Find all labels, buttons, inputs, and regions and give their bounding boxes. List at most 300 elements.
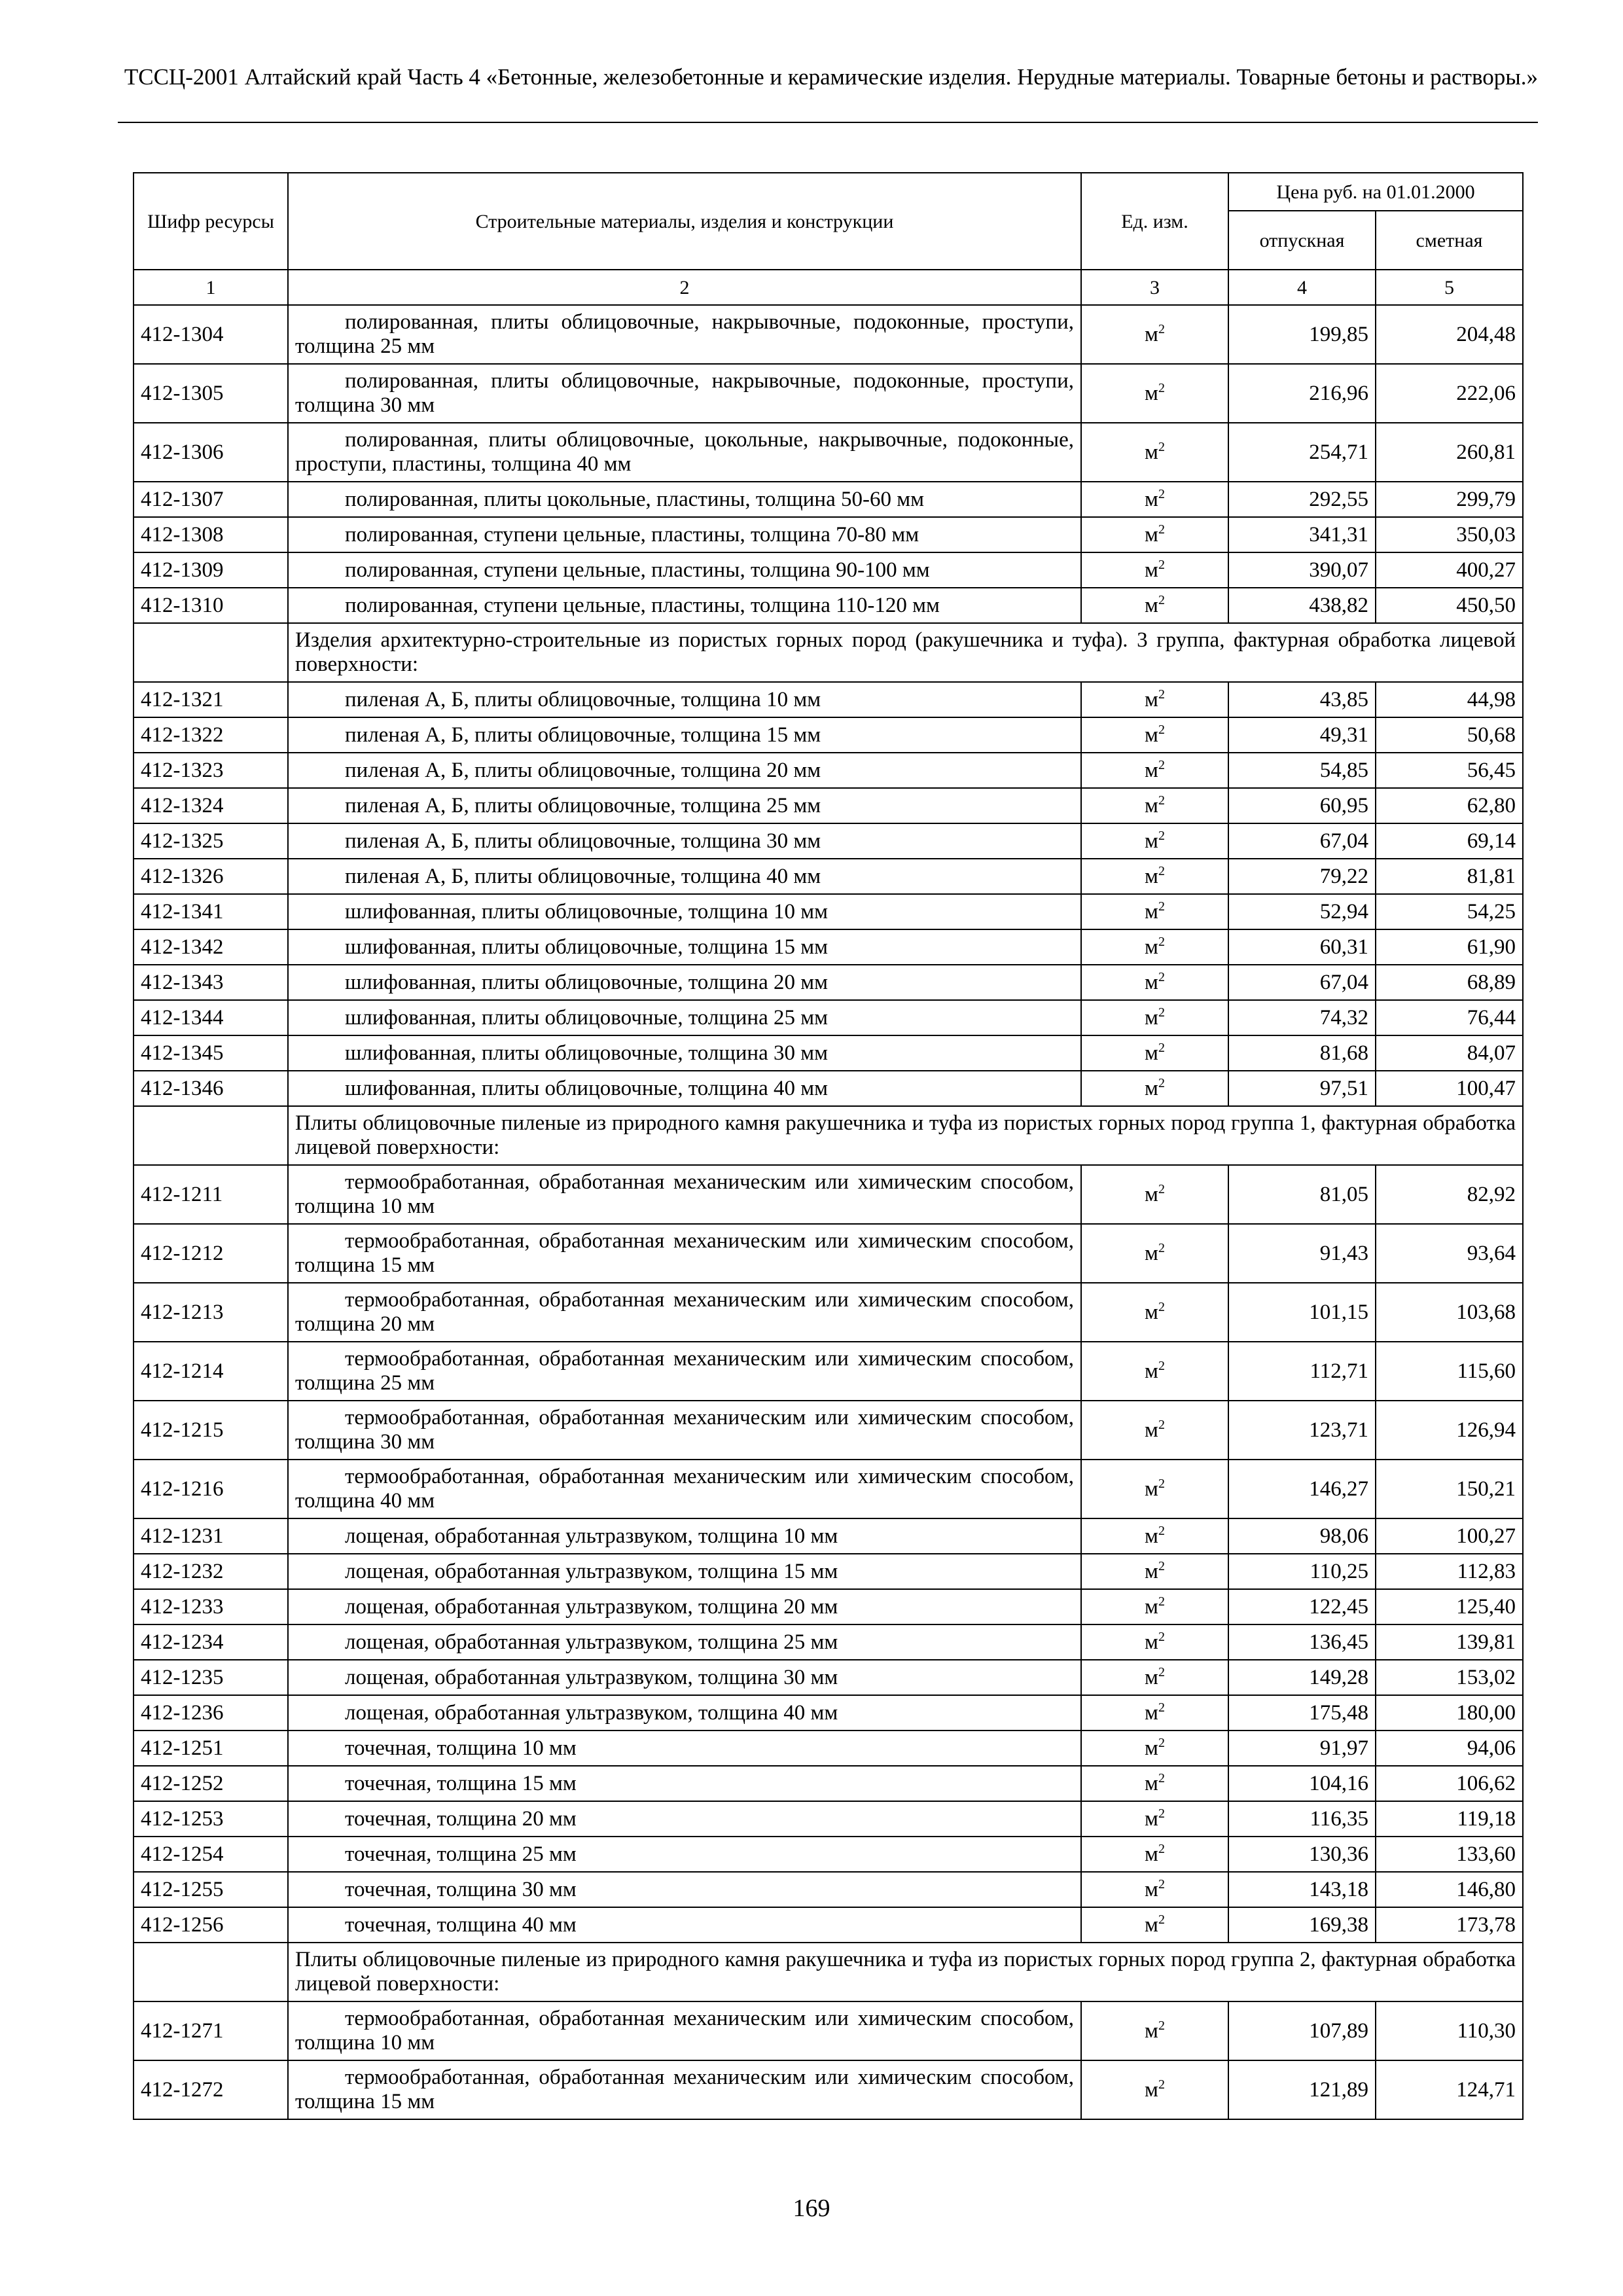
unit-exponent: 2 — [1158, 1558, 1165, 1573]
unit-exponent: 2 — [1158, 757, 1165, 772]
price-release: 122,45 — [1228, 1589, 1376, 1624]
page-number: 169 — [793, 2195, 830, 2222]
unit-label: м — [1145, 1241, 1158, 1265]
table-row — [134, 1766, 1523, 1801]
unit-label: м — [1145, 1418, 1158, 1442]
table-row — [134, 364, 1523, 423]
price-estimate: 110,30 — [1376, 2001, 1523, 2060]
price-release: 60,31 — [1228, 929, 1376, 965]
price-estimate: 146,80 — [1376, 1872, 1523, 1907]
unit-label: м — [1145, 829, 1158, 853]
price-estimate: 84,07 — [1376, 1035, 1523, 1071]
unit-exponent: 2 — [1158, 1806, 1165, 1821]
price-release: 121,89 — [1228, 2060, 1376, 2119]
price-estimate: 153,02 — [1376, 1660, 1523, 1695]
material-name: точечная, толщина 20 мм — [288, 1801, 1081, 1837]
table-row — [134, 1071, 1523, 1106]
price-estimate: 204,48 — [1376, 305, 1523, 364]
header-price-group: Цена руб. на 01.01.2000 — [1228, 173, 1523, 211]
column-number: 3 — [1081, 270, 1228, 305]
unit-label: м — [1145, 1524, 1158, 1548]
unit-cell — [1081, 552, 1228, 588]
material-name: термообработанная, обработанная механическим или химическим способом, толщина 10 мм — [288, 2001, 1081, 2060]
price-estimate: 56,45 — [1376, 753, 1523, 788]
unit-exponent: 2 — [1158, 1523, 1165, 1538]
unit-exponent: 2 — [1158, 2018, 1165, 2033]
section-code-cell — [134, 1943, 288, 2001]
price-release: 81,05 — [1228, 1165, 1376, 1224]
price-estimate: 139,81 — [1376, 1624, 1523, 1660]
unit-cell — [1081, 1766, 1228, 1801]
table-row — [134, 588, 1523, 623]
table-row — [134, 517, 1523, 552]
unit-exponent: 2 — [1158, 1476, 1165, 1491]
price-estimate: 94,06 — [1376, 1731, 1523, 1766]
price-estimate: 103,68 — [1376, 1283, 1523, 1342]
material-name: шлифованная, плиты облицовочные, толщина 40 мм — [288, 1071, 1081, 1106]
unit-label: м — [1145, 1630, 1158, 1654]
material-name: шлифованная, плиты облицовочные, толщина 30 мм — [288, 1035, 1081, 1071]
material-name: шлифованная, плиты облицовочные, толщина 25 мм — [288, 1000, 1081, 1035]
table-row — [134, 2060, 1523, 2119]
table-row — [134, 1460, 1523, 1518]
unit-exponent: 2 — [1158, 899, 1165, 914]
price-release: 101,15 — [1228, 1283, 1376, 1342]
unit-label: м — [1145, 2018, 1158, 2043]
resource-code: 412-1234 — [134, 1624, 288, 1660]
material-name: полированная, плиты облицовочные, накрывочные, подоконные, проступи, толщина 25 мм — [288, 305, 1081, 364]
resource-code: 412-1214 — [134, 1342, 288, 1401]
unit-cell — [1081, 1872, 1228, 1907]
unit-cell — [1081, 859, 1228, 894]
unit-label: м — [1145, 723, 1158, 747]
material-name: пиленая А, Б, плиты облицовочные, толщина 15 мм — [288, 717, 1081, 753]
unit-label: м — [1145, 758, 1158, 782]
table-row — [134, 1165, 1523, 1224]
section-title: Плиты облицовочные пиленые из природного камня ракушечника и туфа из пористых горных пород группа 1, фактурная обработка лицевой поверхности: — [288, 1106, 1523, 1165]
table-row — [134, 1731, 1523, 1766]
unit-cell — [1081, 1342, 1228, 1401]
unit-cell — [1081, 1589, 1228, 1624]
unit-exponent: 2 — [1158, 1240, 1165, 1255]
section-title: Плиты облицовочные пиленые из природного камня ракушечника и туфа из пористых горных пород группа 2, фактурная обработка лицевой поверхности: — [288, 1943, 1523, 2001]
table-row — [134, 1589, 1523, 1624]
column-number: 5 — [1376, 270, 1523, 305]
table-row — [134, 552, 1523, 588]
price-release: 79,22 — [1228, 859, 1376, 894]
unit-cell — [1081, 588, 1228, 623]
resource-code: 412-1345 — [134, 1035, 288, 1071]
unit-label: м — [1145, 1005, 1158, 1030]
unit-label: м — [1145, 1041, 1158, 1065]
table-row — [134, 2001, 1523, 2060]
price-release: 54,85 — [1228, 753, 1376, 788]
price-estimate: 125,40 — [1376, 1589, 1523, 1624]
page-header: ТССЦ-2001 Алтайский край Часть 4 «Бетонные, железобетонные и керамические изделия. Нерудные материалы. Товарные бетоны и растворы.» — [124, 64, 1538, 90]
header-price-estimate: сметная — [1376, 211, 1523, 270]
unit-cell — [1081, 1165, 1228, 1224]
price-estimate: 124,71 — [1376, 2060, 1523, 2119]
unit-label: м — [1145, 381, 1158, 405]
unit-exponent: 2 — [1158, 1075, 1165, 1090]
material-name: полированная, ступени цельные, пластины, толщина 90-100 мм — [288, 552, 1081, 588]
material-name: точечная, толщина 10 мм — [288, 1731, 1081, 1766]
price-estimate: 173,78 — [1376, 1907, 1523, 1943]
unit-cell — [1081, 1907, 1228, 1943]
unit-exponent: 2 — [1158, 863, 1165, 878]
unit-cell — [1081, 1837, 1228, 1872]
price-estimate: 222,06 — [1376, 364, 1523, 423]
price-release: 216,96 — [1228, 364, 1376, 423]
material-name: лощеная, обработанная ультразвуком, толщина 15 мм — [288, 1554, 1081, 1589]
material-name: шлифованная, плиты облицовочные, толщина 15 мм — [288, 929, 1081, 965]
section-row — [134, 1106, 1523, 1165]
material-name: точечная, толщина 30 мм — [288, 1872, 1081, 1907]
unit-cell — [1081, 482, 1228, 517]
material-name: термообработанная, обработанная механическим или химическим способом, толщина 20 мм — [288, 1283, 1081, 1342]
price-release: 112,71 — [1228, 1342, 1376, 1401]
section-code-cell — [134, 1106, 288, 1165]
unit-label: м — [1145, 899, 1158, 924]
resource-code: 412-1231 — [134, 1518, 288, 1554]
column-number: 2 — [288, 270, 1081, 305]
header-divider — [118, 122, 1538, 123]
unit-cell — [1081, 894, 1228, 929]
resource-code: 412-1253 — [134, 1801, 288, 1837]
table-row — [134, 788, 1523, 823]
unit-cell — [1081, 929, 1228, 965]
material-name: полированная, ступени цельные, пластины, толщина 70-80 мм — [288, 517, 1081, 552]
material-name: точечная, толщина 25 мм — [288, 1837, 1081, 1872]
table-row — [134, 1035, 1523, 1071]
resource-code: 412-1325 — [134, 823, 288, 859]
material-name: пиленая А, Б, плиты облицовочные, толщина 25 мм — [288, 788, 1081, 823]
table-row — [134, 965, 1523, 1000]
price-release: 390,07 — [1228, 552, 1376, 588]
unit-cell — [1081, 1401, 1228, 1460]
price-estimate: 54,25 — [1376, 894, 1523, 929]
resource-code: 412-1271 — [134, 2001, 288, 2060]
table-row — [134, 1801, 1523, 1837]
unit-exponent: 2 — [1158, 1770, 1165, 1785]
unit-exponent: 2 — [1158, 592, 1165, 607]
table-row — [134, 823, 1523, 859]
resource-code: 412-1306 — [134, 423, 288, 482]
table-row — [134, 894, 1523, 929]
unit-label: м — [1145, 1736, 1158, 1760]
table-row — [134, 482, 1523, 517]
price-release: 91,43 — [1228, 1224, 1376, 1283]
resource-code: 412-1212 — [134, 1224, 288, 1283]
resource-code: 412-1215 — [134, 1401, 288, 1460]
material-name: лощеная, обработанная ультразвуком, толщина 30 мм — [288, 1660, 1081, 1695]
resource-code: 412-1341 — [134, 894, 288, 929]
unit-label: м — [1145, 1806, 1158, 1831]
price-estimate: 93,64 — [1376, 1224, 1523, 1283]
price-estimate: 119,18 — [1376, 1801, 1523, 1837]
unit-label: м — [1145, 487, 1158, 511]
table-row — [134, 753, 1523, 788]
unit-label: м — [1145, 687, 1158, 711]
material-name: полированная, ступени цельные, пластины, толщина 110-120 мм — [288, 588, 1081, 623]
price-estimate: 76,44 — [1376, 1000, 1523, 1035]
unit-label: м — [1145, 1477, 1158, 1501]
price-estimate: 100,27 — [1376, 1518, 1523, 1554]
resource-code: 412-1252 — [134, 1766, 288, 1801]
price-estimate: 69,14 — [1376, 823, 1523, 859]
unit-exponent: 2 — [1158, 1700, 1165, 1715]
price-release: 52,94 — [1228, 894, 1376, 929]
unit-cell — [1081, 1000, 1228, 1035]
table-row — [134, 1837, 1523, 1872]
price-release: 130,36 — [1228, 1837, 1376, 1872]
material-name: полированная, плиты облицовочные, накрывочные, подоконные, проступи, толщина 30 мм — [288, 364, 1081, 423]
unit-cell — [1081, 1801, 1228, 1837]
material-name: полированная, плиты цокольные, пластины, толщина 50-60 мм — [288, 482, 1081, 517]
unit-exponent: 2 — [1158, 969, 1165, 984]
material-name: лощеная, обработанная ультразвуком, толщина 20 мм — [288, 1589, 1081, 1624]
price-estimate: 126,94 — [1376, 1401, 1523, 1460]
table-row — [134, 682, 1523, 717]
unit-cell — [1081, 1695, 1228, 1731]
resource-code: 412-1346 — [134, 1071, 288, 1106]
price-estimate: 133,60 — [1376, 1837, 1523, 1872]
price-release: 254,71 — [1228, 423, 1376, 482]
unit-exponent: 2 — [1158, 1912, 1165, 1927]
unit-exponent: 2 — [1158, 1664, 1165, 1679]
resource-code: 412-1256 — [134, 1907, 288, 1943]
material-name: лощеная, обработанная ультразвуком, толщина 25 мм — [288, 1624, 1081, 1660]
resource-code: 412-1309 — [134, 552, 288, 588]
section-row — [134, 1943, 1523, 2001]
unit-cell — [1081, 1283, 1228, 1342]
price-release: 292,55 — [1228, 482, 1376, 517]
price-release: 136,45 — [1228, 1624, 1376, 1660]
price-release: 81,68 — [1228, 1035, 1376, 1071]
unit-cell — [1081, 517, 1228, 552]
table-row — [134, 1872, 1523, 1907]
price-release: 143,18 — [1228, 1872, 1376, 1907]
unit-cell — [1081, 1071, 1228, 1106]
resource-code: 412-1304 — [134, 305, 288, 364]
price-release: 341,31 — [1228, 517, 1376, 552]
unit-label: м — [1145, 1182, 1158, 1206]
unit-exponent: 2 — [1158, 380, 1165, 395]
resource-code: 412-1211 — [134, 1165, 288, 1224]
price-estimate: 400,27 — [1376, 552, 1523, 588]
resource-code: 412-1323 — [134, 753, 288, 788]
unit-label: м — [1145, 1700, 1158, 1725]
unit-label: м — [1145, 1877, 1158, 1901]
resource-code: 412-1307 — [134, 482, 288, 517]
table-header — [134, 173, 1523, 305]
unit-label: м — [1145, 2077, 1158, 2102]
price-release: 67,04 — [1228, 965, 1376, 1000]
unit-label: м — [1145, 1665, 1158, 1689]
resource-code: 412-1322 — [134, 717, 288, 753]
unit-cell — [1081, 1460, 1228, 1518]
table-row — [134, 1660, 1523, 1695]
unit-label: м — [1145, 440, 1158, 464]
unit-cell — [1081, 1035, 1228, 1071]
unit-exponent: 2 — [1158, 934, 1165, 949]
material-name: полированная, плиты облицовочные, цокольные, накрывочные, подоконные, проступи, пластины, толщина 40 мм — [288, 423, 1081, 482]
unit-cell — [1081, 305, 1228, 364]
price-estimate: 50,68 — [1376, 717, 1523, 753]
price-release: 104,16 — [1228, 1766, 1376, 1801]
price-estimate: 299,79 — [1376, 482, 1523, 517]
table-row — [134, 929, 1523, 965]
material-name: лощеная, обработанная ультразвуком, толщина 10 мм — [288, 1518, 1081, 1554]
price-estimate: 68,89 — [1376, 965, 1523, 1000]
material-name: термообработанная, обработанная механическим или химическим способом, толщина 10 мм — [288, 1165, 1081, 1224]
table-row — [134, 1907, 1523, 1943]
resource-code: 412-1310 — [134, 588, 288, 623]
unit-exponent: 2 — [1158, 793, 1165, 808]
price-table — [133, 172, 1524, 2120]
unit-exponent: 2 — [1158, 1876, 1165, 1892]
resource-code: 412-1255 — [134, 1872, 288, 1907]
price-release: 123,71 — [1228, 1401, 1376, 1460]
table-row — [134, 1000, 1523, 1035]
table-row — [134, 1518, 1523, 1554]
resource-code: 412-1251 — [134, 1731, 288, 1766]
price-estimate: 61,90 — [1376, 929, 1523, 965]
price-estimate: 450,50 — [1376, 588, 1523, 623]
price-estimate: 62,80 — [1376, 788, 1523, 823]
material-name: термообработанная, обработанная механическим или химическим способом, толщина 15 мм — [288, 2060, 1081, 2119]
resource-code: 412-1342 — [134, 929, 288, 965]
price-release: 67,04 — [1228, 823, 1376, 859]
price-estimate: 81,81 — [1376, 859, 1523, 894]
material-name: термообработанная, обработанная механическим или химическим способом, толщина 30 мм — [288, 1401, 1081, 1460]
resource-code: 412-1236 — [134, 1695, 288, 1731]
material-name: пиленая А, Б, плиты облицовочные, толщина 40 мм — [288, 859, 1081, 894]
unit-cell — [1081, 753, 1228, 788]
unit-label: м — [1145, 793, 1158, 817]
resource-code: 412-1321 — [134, 682, 288, 717]
header-price-release: отпускная — [1228, 211, 1376, 270]
table-row — [134, 305, 1523, 364]
unit-cell — [1081, 364, 1228, 423]
material-name: термообработанная, обработанная механическим или химическим способом, толщина 15 мм — [288, 1224, 1081, 1283]
unit-cell — [1081, 682, 1228, 717]
price-release: 98,06 — [1228, 1518, 1376, 1554]
resource-code: 412-1232 — [134, 1554, 288, 1589]
unit-label: м — [1145, 1559, 1158, 1583]
unit-exponent: 2 — [1158, 1735, 1165, 1750]
material-name: точечная, толщина 40 мм — [288, 1907, 1081, 1943]
unit-exponent: 2 — [1158, 1417, 1165, 1432]
table-row — [134, 423, 1523, 482]
price-release: 97,51 — [1228, 1071, 1376, 1106]
resource-code: 412-1216 — [134, 1460, 288, 1518]
header-name: Строительные материалы, изделия и конструкции — [288, 173, 1081, 270]
resource-code: 412-1213 — [134, 1283, 288, 1342]
table-row — [134, 1624, 1523, 1660]
unit-cell — [1081, 1624, 1228, 1660]
unit-label: м — [1145, 1300, 1158, 1324]
price-release: 110,25 — [1228, 1554, 1376, 1589]
column-number: 4 — [1228, 270, 1376, 305]
unit-label: м — [1145, 1842, 1158, 1866]
unit-label: м — [1145, 322, 1158, 346]
price-release: 116,35 — [1228, 1801, 1376, 1837]
price-release: 169,38 — [1228, 1907, 1376, 1943]
price-release: 91,97 — [1228, 1731, 1376, 1766]
unit-exponent: 2 — [1158, 1358, 1165, 1373]
unit-cell — [1081, 1660, 1228, 1695]
unit-cell — [1081, 2060, 1228, 2119]
unit-cell — [1081, 1224, 1228, 1283]
unit-cell — [1081, 965, 1228, 1000]
resource-code: 412-1305 — [134, 364, 288, 423]
price-estimate: 260,81 — [1376, 423, 1523, 482]
unit-exponent: 2 — [1158, 1299, 1165, 1314]
resource-code: 412-1308 — [134, 517, 288, 552]
unit-exponent: 2 — [1158, 1181, 1165, 1196]
table-row — [134, 1554, 1523, 1589]
price-estimate: 44,98 — [1376, 682, 1523, 717]
unit-cell — [1081, 1518, 1228, 1554]
table-row — [134, 859, 1523, 894]
unit-label: м — [1145, 864, 1158, 888]
material-name: пиленая А, Б, плиты облицовочные, толщина 10 мм — [288, 682, 1081, 717]
price-estimate: 106,62 — [1376, 1766, 1523, 1801]
unit-exponent: 2 — [1158, 2077, 1165, 2092]
unit-exponent: 2 — [1158, 828, 1165, 843]
table-row — [134, 1283, 1523, 1342]
unit-cell — [1081, 1554, 1228, 1589]
unit-label: м — [1145, 1771, 1158, 1795]
unit-exponent: 2 — [1158, 687, 1165, 702]
unit-exponent: 2 — [1158, 1841, 1165, 1856]
unit-exponent: 2 — [1158, 1594, 1165, 1609]
resource-code: 412-1235 — [134, 1660, 288, 1695]
unit-exponent: 2 — [1158, 1629, 1165, 1644]
section-row — [134, 623, 1523, 682]
resource-code: 412-1326 — [134, 859, 288, 894]
price-release: 199,85 — [1228, 305, 1376, 364]
unit-label: м — [1145, 522, 1158, 547]
unit-label: м — [1145, 1076, 1158, 1100]
price-estimate: 350,03 — [1376, 517, 1523, 552]
material-name: точечная, толщина 15 мм — [288, 1766, 1081, 1801]
price-release: 60,95 — [1228, 788, 1376, 823]
unit-exponent: 2 — [1158, 1005, 1165, 1020]
unit-cell — [1081, 423, 1228, 482]
header-unit: Ед. изм. — [1081, 173, 1228, 270]
material-name: термообработанная, обработанная механическим или химическим способом, толщина 25 мм — [288, 1342, 1081, 1401]
table-row — [134, 1224, 1523, 1283]
unit-exponent: 2 — [1158, 522, 1165, 537]
table-row — [134, 717, 1523, 753]
table-row — [134, 1401, 1523, 1460]
unit-label: м — [1145, 1359, 1158, 1383]
price-release: 107,89 — [1228, 2001, 1376, 2060]
price-estimate: 100,47 — [1376, 1071, 1523, 1106]
unit-exponent: 2 — [1158, 486, 1165, 501]
material-name: шлифованная, плиты облицовочные, толщина 10 мм — [288, 894, 1081, 929]
unit-label: м — [1145, 593, 1158, 617]
unit-label: м — [1145, 970, 1158, 994]
resource-code: 412-1233 — [134, 1589, 288, 1624]
resource-code: 412-1343 — [134, 965, 288, 1000]
column-number: 1 — [134, 270, 288, 305]
price-release: 438,82 — [1228, 588, 1376, 623]
price-release: 49,31 — [1228, 717, 1376, 753]
material-name: лощеная, обработанная ультразвуком, толщина 40 мм — [288, 1695, 1081, 1731]
